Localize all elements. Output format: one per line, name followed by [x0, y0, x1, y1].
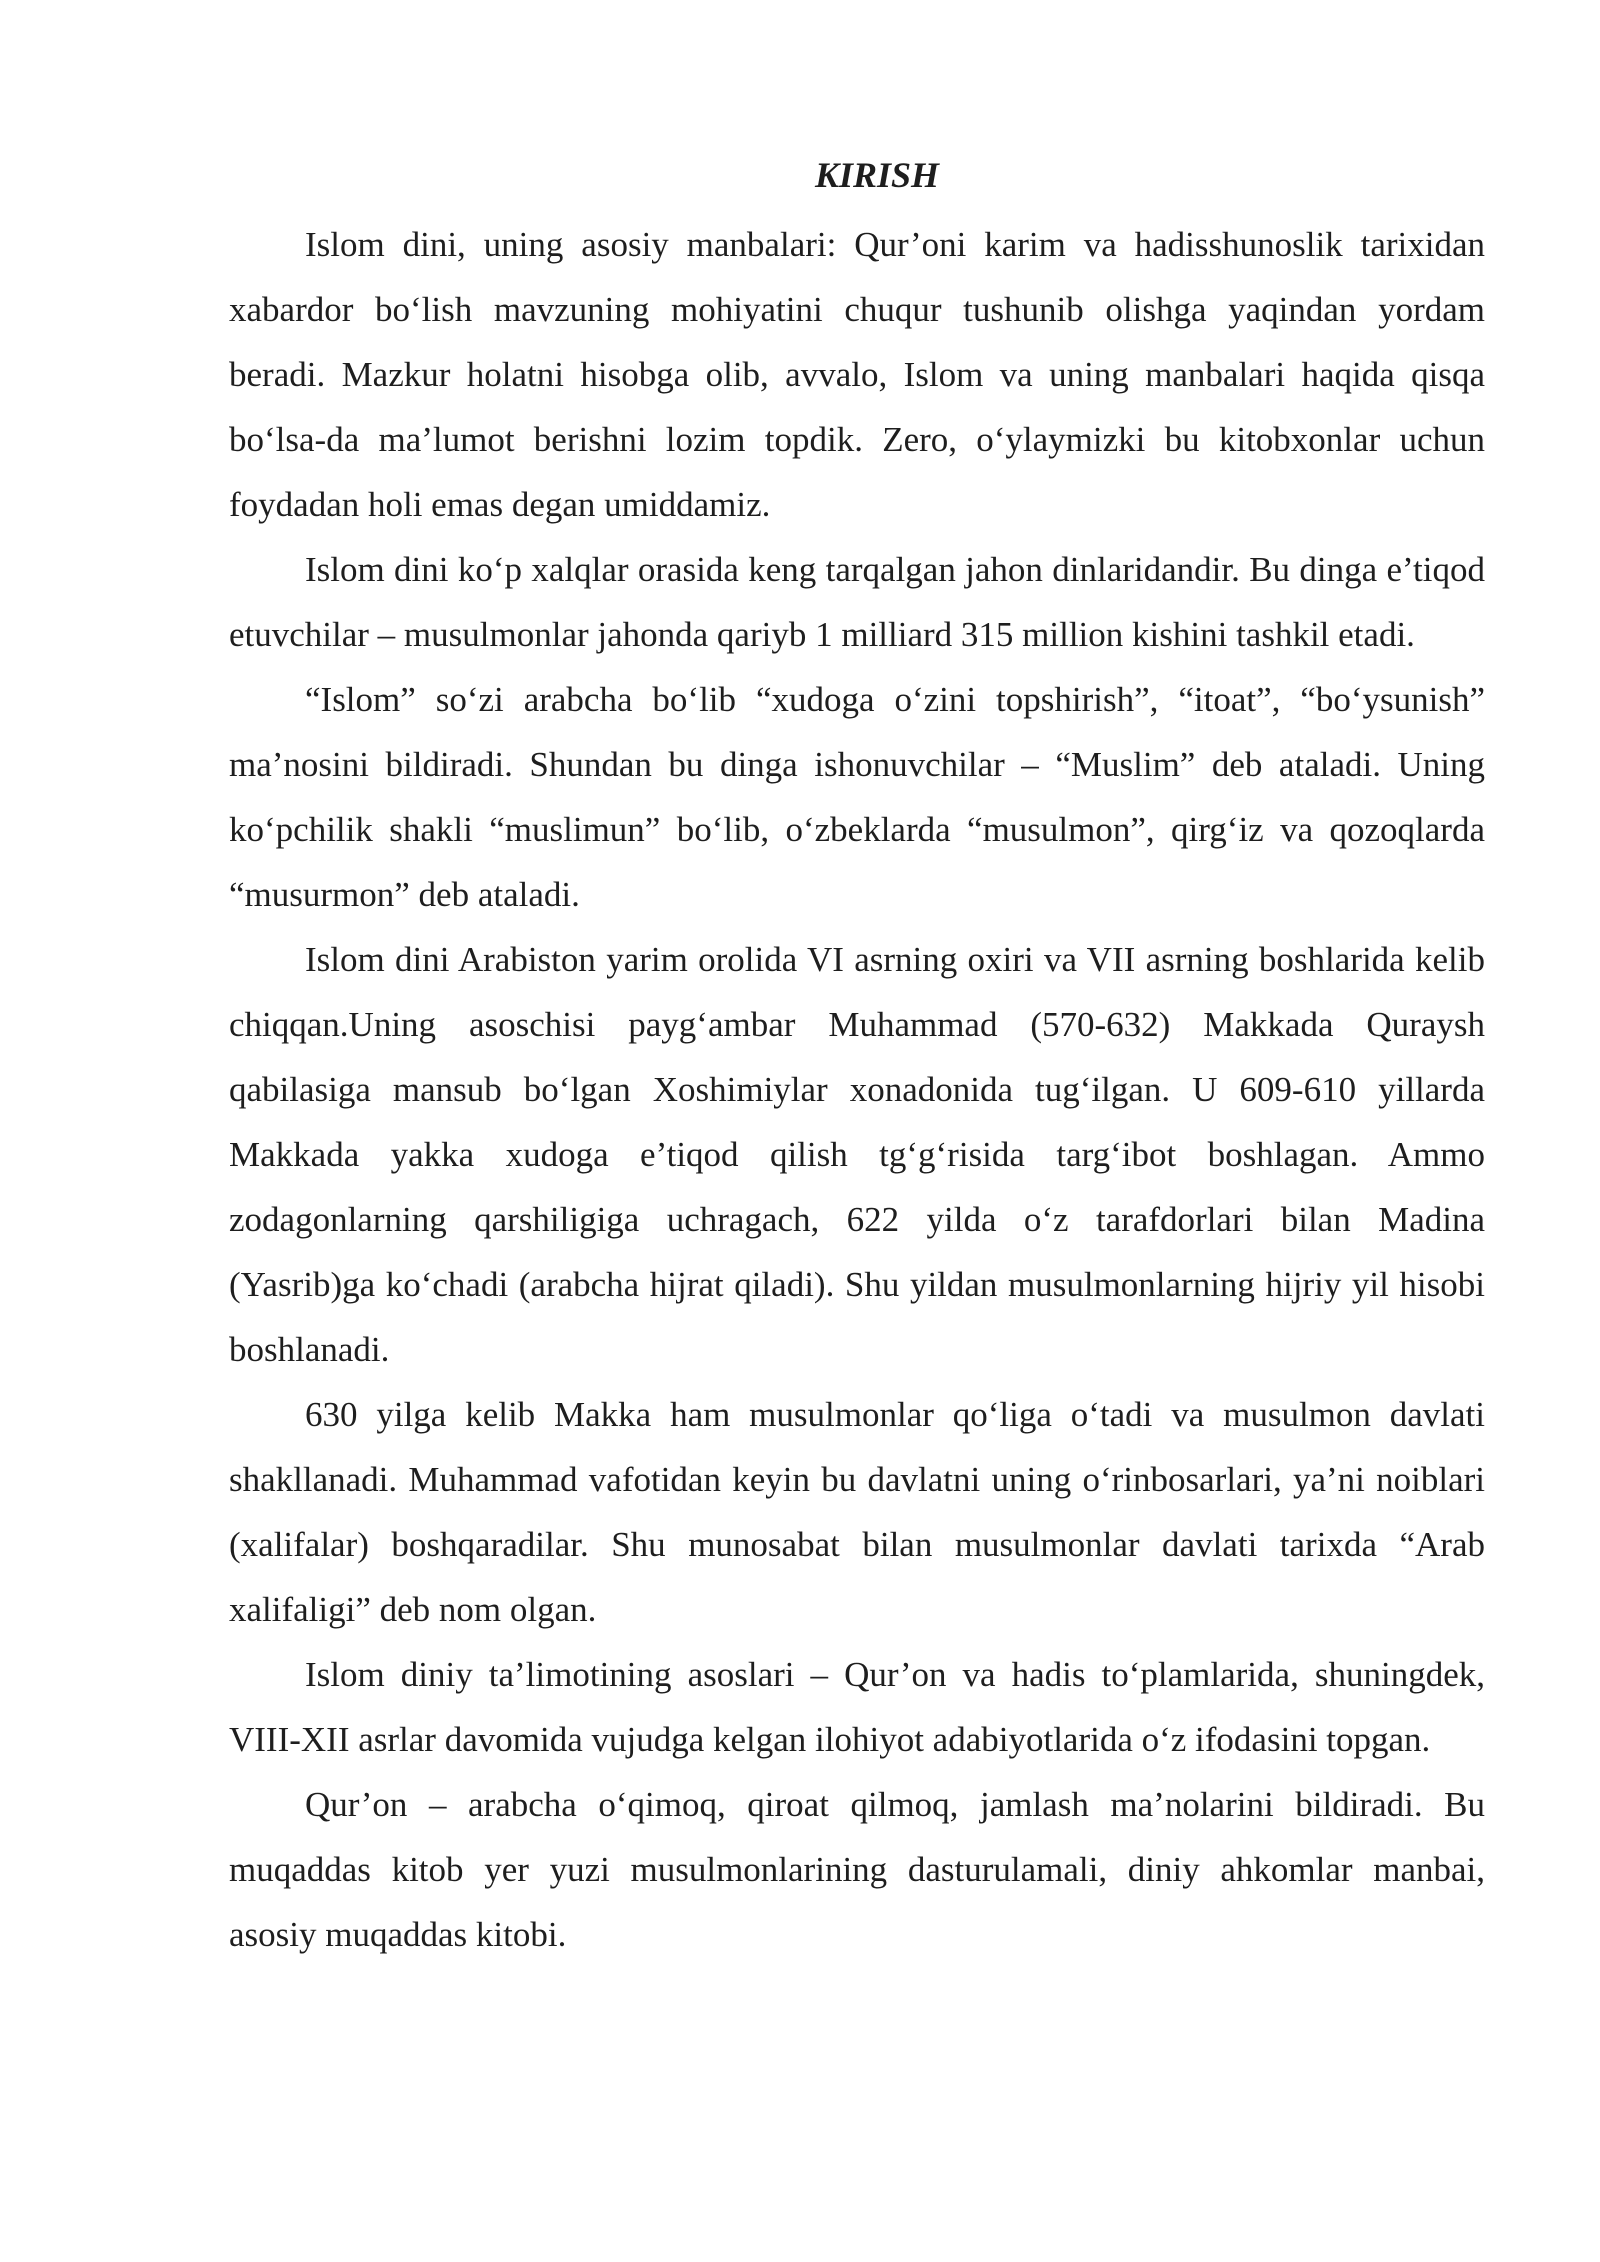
- page-body: [229, 148, 1485, 1967]
- paragraph-5: 630 yilga kelib Makka ham musulmonlar qo‘liga o‘tadi va musulmon davlati shakllanadi. Muhammad vafotidan keyin bu davlatni uning o‘rinbosarlari, ya’ni noiblari (xalifalar) boshqaradilar. Shu munosabat bilan musulmonlar davlati tarixda “Arab xalifaligi” deb nom olgan.: [229, 1395, 1485, 1629]
- paragraph-7: Qur’on – arabcha o‘qimoq, qiroat qilmoq, jamlash ma’nolarini bildiradi. Bu muqaddas kitob yer yuzi musulmonlarining dasturulamali, diniy ahkomlar manbai, asosiy muqaddas kitobi.: [229, 1785, 1485, 1954]
- section-heading: KIRISH: [814, 155, 940, 195]
- paragraph-2: Islom dini ko‘p xalqlar orasida keng tarqalgan jahon dinlaridandir. Bu dinga e’tiqod etuvchilar – musulmonlar jahonda qariyb 1 milliard 315 million kishini tashkil etadi.: [229, 550, 1485, 654]
- paragraph-4: Islom dini Arabiston yarim orolida VI asrning oxiri va VII asrning boshlarida kelib chiqqan.Uning asoschisi payg‘ambar Muhammad (570-632) Makkada Quraysh qabilasiga mansub bo‘lgan Xoshimiylar xonadonida tug‘ilgan. U 609-610 yillarda Makkada yakka xudoga e’tiqod qilish tg‘g‘risida targ‘ibot boshlagan. Ammo zodagonlarning qarshiligiga uchragach, 622 yilda o‘z tarafdorlari bilan Madina (Yasrib)ga ko‘chadi (arabcha hijrat qiladi). Shu yildan musulmonlarning hijriy yil hisobi boshlanadi.: [229, 940, 1485, 1369]
- paragraph-1: Islom dini, uning asosiy manbalari: Qur’oni karim va hadisshunoslik tarixidan xabardor bo‘lish mavzuning mohiyatini chuqur tushunib olishga yaqindan yordam beradi. Mazkur holatni hisobga olib, avvalo, Islom va uning manbalari haqida qisqa bo‘lsa-da ma’lumot berishni lozim topdik. Zero, o‘ylaymizki bu kitobxonlar uchun foydadan holi emas degan umiddamiz.: [229, 225, 1485, 524]
- paragraph-6: Islom diniy ta’limotining asoslari – Qur’on va hadis to‘plamlarida, shuningdek, VIII-XII asrlar davomida vujudga kelgan ilohiyot adabiyotlarida o‘z ifodasini topgan.: [229, 1655, 1485, 1759]
- paragraph-3: “Islom” so‘zi arabcha bo‘lib “xudoga o‘zini topshirish”, “itoat”, “bo‘ysunish” ma’nosini bildiradi. Shundan bu dinga ishonuvchilar – “Muslim” deb ataladi. Uning ko‘pchilik shakli “muslimun” bo‘lib, o‘zbeklarda “musulmon”, qirg‘iz va qozoqlarda “musurmon” deb ataladi.: [229, 680, 1485, 914]
